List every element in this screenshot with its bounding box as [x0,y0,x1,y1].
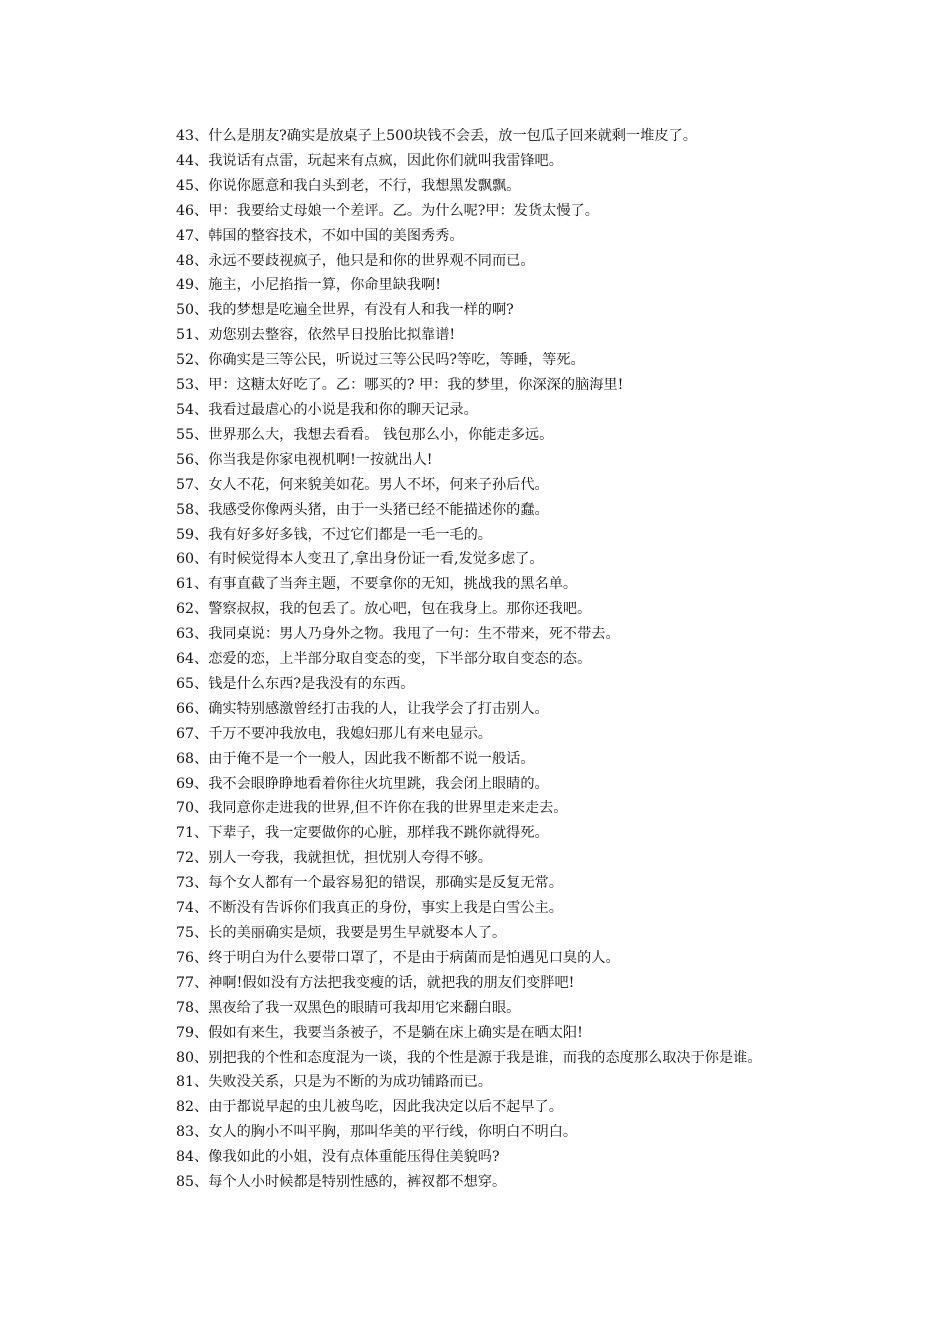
joke-line: 55、世界那么大，我想去看看。 钱包那么小，你能走多远。 [176,426,554,443]
joke-line: 58、我感受你像两头猪，由于一头猪已经不能描述你的蠢。 [176,501,549,518]
joke-line: 79、假如有来生，我要当条被子，不是躺在床上确实是在晒太阳! [176,1024,583,1041]
joke-line: 51、劝您别去整容，依然早日投胎比拟靠谱! [176,327,456,344]
joke-line: 65、钱是什么东西?是我没有的东西。 [176,675,415,692]
joke-line: 45、你说你愿意和我白头到老，不行，我想黑发飘飘。 [176,177,521,194]
joke-line: 62、警察叔叔，我的包丢了。放心吧，包在我身上。那你还我吧。 [176,601,592,618]
joke-line: 49、施主，小尼掐指一算，你命里缺我啊! [176,277,441,294]
joke-line: 63、我同桌说：男人乃身外之物。我甩了一句：生不带来，死不带去。 [176,626,620,643]
joke-line: 74、不断没有告诉你们我真正的身份，事实上我是白雪公主。 [176,900,563,917]
joke-line: 73、每个女人都有一个最容易犯的错误，那确实是反复无常。 [176,875,563,892]
joke-line: 77、神啊!假如没有方法把我变瘦的话，就把我的朋友们变胖吧! [176,974,575,991]
joke-line: 56、你当我是你家电视机啊!一按就出人! [176,451,433,468]
joke-line: 80、别把我的个性和态度混为一谈，我的个性是源于我是谁，而我的态度那么取决于你是谁。 [176,1049,762,1066]
joke-line: 57、女人不花，何来貌美如花。男人不坏，何来子孙后代。 [176,476,549,493]
joke-line: 59、我有好多好多钱，不过它们都是一毛一毛的。 [176,526,492,543]
joke-line: 85、每个人小时候都是特别性感的，裤衩都不想穿。 [176,1174,507,1191]
joke-line: 64、恋爱的恋，上半部分取自变态的变，下半部分取自变态的态。 [176,651,592,668]
joke-line: 50、我的梦想是吃遍全世界，有没有人和我一样的啊? [176,302,514,319]
joke-line: 54、我看过最虐心的小说是我和你的聊天记录。 [176,401,478,418]
joke-line: 44、我说话有点雷，玩起来有点疯，因此你们就叫我雷锋吧。 [176,152,563,169]
joke-line: 67、千万不要冲我放电，我媳妇那儿有来电显示。 [176,725,492,742]
joke-line: 69、我不会眼睁睁地看着你往火坑里跳，我会闭上眼睛的。 [176,775,549,792]
joke-line: 68、由于俺不是一个一般人，因此我不断都不说一般话。 [176,750,535,767]
joke-line: 52、你确实是三等公民，听说过三等公民吗?等吃，等睡，等死。 [176,352,585,369]
joke-line: 60、有时候觉得本人变丑了,拿出身份证一看,发觉多虑了。 [176,551,544,568]
joke-line: 70、我同意你走进我的世界,但不许你在我的世界里走来走去。 [176,800,568,817]
joke-line: 43、什么是朋友?确实是放桌子上500块钱不会丢，放一包瓜子回来就剩一堆皮了。 [176,128,697,144]
joke-line: 71、下辈子，我一定要做你的心脏，那样我不跳你就得死。 [176,825,549,842]
joke-line: 83、女人的胸小不叫平胸，那叫华美的平行线，你明白不明白。 [176,1124,578,1141]
joke-line: 75、长的美丽确实是烦，我要是男生早就娶本人了。 [176,925,507,941]
joke-line: 61、有事直截了当奔主题，不要拿你的无知，挑战我的黑名单。 [176,576,578,593]
joke-line: 66、确实特别感激曾经打击我的人，让我学会了打击别人。 [176,700,549,717]
joke-line: 82、由于都说早起的虫儿被鸟吃，因此我决定以后不起早了。 [176,1099,563,1116]
joke-line: 53、甲：这糖太好吃了。乙：哪买的? 甲：我的梦里，你深深的脑海里! [176,377,624,394]
joke-line: 46、甲：我要给丈母娘一个差评。乙。为什么呢?甲：发货太慢了。 [176,202,599,219]
joke-line: 78、黑夜给了我一双黑色的眼睛可我却用它来翻白眼。 [176,999,521,1016]
joke-line: 76、终于明白为什么要带口罩了，不是由于病菌而是怕遇见口臭的人。 [176,949,620,966]
document-body [143,124,809,1195]
joke-line: 47、韩国的整容技术，不如中国的美图秀秀。 [176,227,464,244]
joke-line: 81、失败没关系，只是为不断的为成功铺路而已。 [176,1074,492,1091]
joke-line: 72、别人一夸我，我就担忧，担忧别人夸得不够。 [176,850,492,867]
joke-line: 84、像我如此的小姐，没有点体重能压得住美貌吗? [176,1149,500,1166]
joke-line: 48、永远不要歧视疯子，他只是和你的世界观不同而已。 [176,252,535,269]
